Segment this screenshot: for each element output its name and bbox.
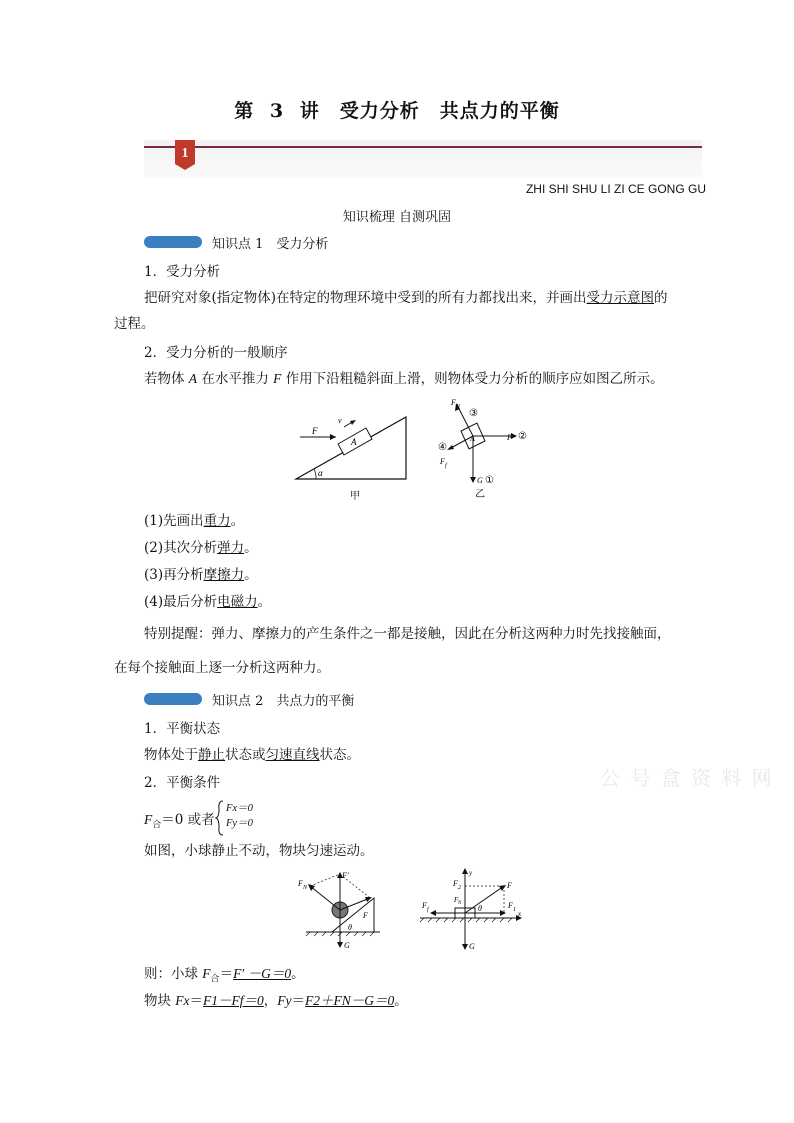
underlined-term: F′ －G＝0 (233, 966, 292, 981)
text-run: 物体处于 (144, 747, 198, 763)
result-ball (144, 964, 305, 990)
page-title: 第 3 讲 受力分析 共点力的平衡 (234, 100, 560, 122)
math-symbol: Fy (277, 993, 292, 1008)
note-line-2: 在每个接触面上逐一分析这两种力。 (114, 660, 330, 676)
friction-label: F (440, 457, 445, 466)
angle-alpha: α (318, 468, 323, 478)
step-3 (144, 565, 258, 585)
heading-pill (144, 693, 202, 705)
force-F-label: F (363, 911, 368, 920)
text-run: (2)其次分析 (144, 540, 218, 556)
equilibrium-condition (144, 810, 215, 836)
math-symbol: F (202, 966, 211, 981)
section-pinyin: ZHI SHI SHU LI ZI CE GONG GU (525, 182, 706, 196)
text-run: ＝ (189, 993, 204, 1009)
heading-pill (144, 236, 202, 248)
underlined-term: 弹力 (217, 540, 245, 556)
text-run: (3)再分析 (144, 567, 204, 583)
axis-x-label: x (518, 910, 522, 918)
kp1-s2-intro (144, 369, 664, 389)
force-F-label: F (507, 433, 512, 442)
math-symbol: F (144, 812, 153, 827)
figure-label-jia: 甲 (350, 491, 360, 502)
force-F-label: F (312, 426, 318, 436)
step-1 (144, 511, 244, 531)
math-subscript: 合 (210, 974, 220, 985)
friction-sub: f (445, 463, 447, 469)
component-F2-sub: 2 (458, 885, 461, 891)
text-run: 若物体 (144, 371, 189, 387)
text-run: 在水平推力 (197, 371, 274, 387)
component-F1-sub: 1 (513, 907, 516, 913)
kp2-s2-title: 2．平衡条件 (144, 775, 221, 791)
normal-force-label: F (451, 398, 456, 407)
watermark: 公 号 盒 资 料 网 (600, 766, 774, 790)
normal-force-sub: N (458, 901, 462, 906)
underlined-term: 匀速直线 (265, 747, 320, 763)
figure-label-yi: 乙 (475, 489, 485, 500)
text-run: (1)先画出 (144, 513, 204, 529)
text-run: 。 (257, 594, 272, 610)
text-run: 状态。 (319, 747, 360, 763)
underlined-term: 重力 (203, 513, 231, 529)
text-run: 把研究对象(指定物体)在特定的物理环境中受到的所有力都找出来，并画出 (144, 290, 587, 306)
normal-force-sub: N (456, 404, 461, 410)
text-run: 的 (654, 290, 668, 306)
text-run: ＝0 或者 (161, 812, 215, 828)
friction-label: F (422, 901, 427, 910)
order-2: ② (518, 431, 527, 442)
section-number: 1 (181, 146, 189, 161)
math-subscript: 合 (152, 820, 162, 831)
text-run: 。 (291, 966, 305, 982)
gravity-label: G (344, 941, 350, 950)
friction-sub: f (427, 907, 429, 913)
kp1-s2-title: 2．受力分析的一般顺序 (144, 345, 288, 361)
text-run: (4)最后分析 (144, 594, 218, 610)
underlined-term: 静止 (198, 747, 225, 763)
text-run: 。 (230, 513, 245, 529)
normal-force-label: F (454, 896, 459, 904)
resultant-label: F′ (342, 871, 349, 880)
result-block (144, 991, 408, 1011)
math-symbol: F (273, 371, 282, 386)
condition-fx: Fx＝0 (226, 803, 253, 814)
kp2-s1-title: 1．平衡状态 (144, 721, 221, 737)
kp1-s1-line1 (144, 288, 668, 308)
text-run: 则：小球 (144, 966, 203, 982)
text-run: 作用下沿粗糙斜面上滑，则物体受力分析的顺序应如图乙所示。 (281, 371, 664, 387)
text-run: 。 (244, 567, 258, 583)
text-run: 。 (244, 540, 258, 556)
text-run: ， (263, 993, 278, 1009)
kp1-s1-line2: 过程。 (114, 316, 155, 332)
angle-theta: θ (478, 904, 482, 913)
order-1: ① (485, 475, 494, 486)
normal-force-label: F (298, 879, 303, 888)
text-run: ＝ (291, 993, 306, 1009)
figure-equilibrium (290, 866, 530, 956)
component-F2-label: F (453, 879, 458, 888)
underlined-term: F1－Ff＝0 (203, 993, 264, 1008)
section-divider (144, 146, 702, 148)
brace-icon (215, 800, 225, 836)
kp1-heading: 知识点 1 受力分析 (212, 237, 329, 252)
component-F1-label: F (508, 901, 513, 910)
order-4: ④ (438, 442, 447, 453)
text-run: 。 (394, 993, 408, 1009)
gravity-label: G (469, 942, 475, 951)
kp2-heading: 知识点 2 共点力的平衡 (212, 694, 355, 709)
condition-system (226, 801, 253, 831)
condition-fy: Fy＝0 (226, 818, 253, 829)
underlined-term: 受力示意图 (586, 290, 655, 306)
math-symbol: A (188, 371, 198, 386)
angle-theta: θ (348, 923, 352, 932)
kp2-description: 如图，小球静止不动，物块匀速运动。 (144, 843, 374, 859)
section-subtitle: 知识梳理 自测巩固 (342, 210, 452, 225)
order-3: ③ (469, 408, 478, 419)
normal-force-sub: N (303, 885, 308, 891)
note-line-1: 特别提醒：弹力、摩擦力的产生条件之一都是接触，因此在分析这两种力时先找接触面， (144, 626, 671, 642)
text-run: 物块 (144, 993, 176, 1009)
velocity-label: v (338, 416, 342, 425)
text-run: ＝ (219, 966, 234, 982)
axis-y-label: y (469, 869, 473, 877)
block-label: A (470, 434, 475, 443)
force-F-label: F (507, 881, 512, 890)
figure-incline (290, 395, 540, 505)
kp1-s1-title: 1．受力分析 (144, 264, 221, 280)
underlined-term: 摩擦力 (203, 567, 245, 583)
text-run: 状态或 (225, 747, 266, 763)
gravity-label: G (477, 476, 483, 485)
step-2 (144, 538, 258, 558)
block-label: A (351, 437, 357, 447)
step-4 (144, 592, 271, 612)
underlined-term: F2＋FN－G＝0 (305, 993, 395, 1008)
kp2-s1-text (144, 745, 360, 765)
math-symbol: Fx (175, 993, 190, 1008)
underlined-term: 电磁力 (217, 594, 258, 610)
